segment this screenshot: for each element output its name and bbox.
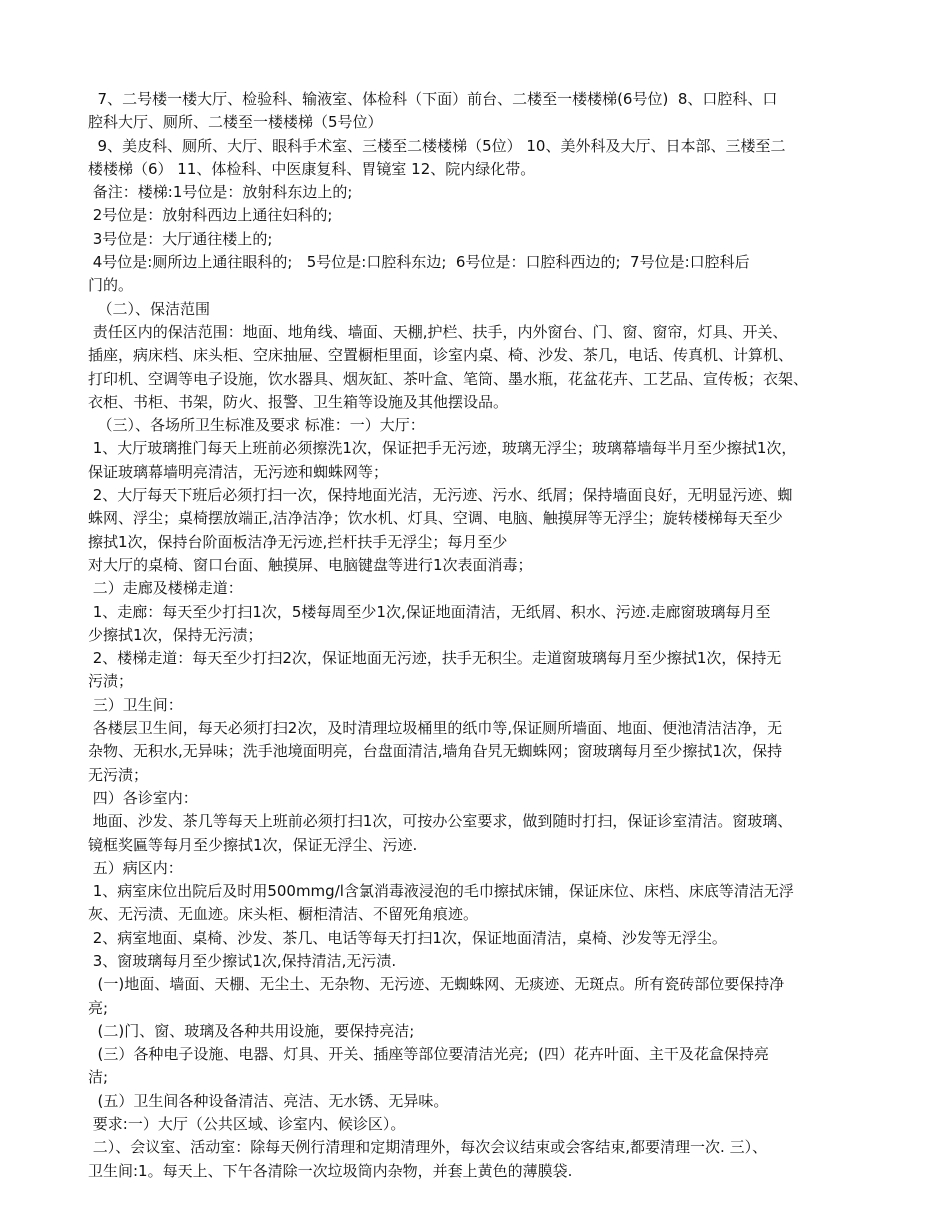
- text-line: 灰、无污渍、无血迹。床头柜、橱柜清洁、不留死角痕迹。: [88, 905, 479, 924]
- text-line: 亮;: [88, 998, 109, 1017]
- text-line: 1、走廊：每天至少打扫1次，5楼每周至少1次,保证地面清洁，无纸屑、积水、污迹.走廊窗玻璃每月至: [88, 602, 771, 621]
- document-body: [88, 88, 868, 1183]
- text-line: 衣柜、书柜、书架，防火、报警、卫生箱等设施及其他摆设品。: [88, 392, 509, 411]
- text-line: 3号位是：大厅通往楼上的;: [88, 229, 273, 248]
- text-line: 2、楼梯走道：每天至少打扫2次，保证地面无污迹，扶手无积尘。走道窗玻璃每月至少擦拭1次，保持无: [88, 649, 782, 668]
- text-line: 无污渍；: [88, 765, 149, 784]
- text-line: 9、美皮科、厕所、大厅、眼科手术室、三楼至二楼楼梯（5位） 10、美外科及大厅、日本部、三楼至二: [88, 136, 786, 155]
- text-line: 备注：楼梯:1号位是：放射科东边上的;: [88, 183, 353, 202]
- text-line: 插座，病床档、床头柜、空床抽屉、空置橱柜里面，诊室内桌、椅、沙发、茶几，电话、传真机、计算机、: [88, 346, 794, 365]
- text-line: 污渍；: [88, 672, 134, 691]
- text-line: 打印机、空调等电子设施，饮水器具、烟灰缸、茶叶盒、笔筒、墨水瓶，花盆花卉、工艺品、宣传板；衣架、: [88, 369, 809, 388]
- text-line: 卫生间:1。每天上、下午各清除一次垃圾筒内杂物，并套上黄色的薄膜袋.: [88, 1161, 573, 1180]
- text-line: 二）、会议室、活动室：除每天例行清理和定期清理外，每次会议结束或会客结束,都要清理一次. 三）、: [88, 1138, 768, 1157]
- subsection-heading: 五）病区内：: [88, 858, 183, 877]
- text-line: 2、病室地面、桌椅、沙发、茶几、电话等每天打扫1次，保证地面清洁，桌椅、沙发等无浮尘。: [88, 928, 727, 947]
- text-line: (三）各种电子设施、电器、灯具、开关、插座等部位要清洁光亮; (四）花卉叶面、主干及花盒保持亮: [88, 1045, 769, 1064]
- text-line: (一)地面、墙面、天棚、无尘土、无杂物、无污迹、无蜘蛛网、无痰迹、无斑点。所有瓷砖部位要保持净: [88, 975, 785, 994]
- text-line: 保证玻璃幕墙明亮清洁，无污迹和蜘蛛网等；: [88, 462, 389, 481]
- section-heading: （二）、保洁范围: [88, 299, 211, 318]
- text-line: 楼楼梯（6） 11、体检科、中医康复科、胃镜室 12、院内绿化带。: [88, 159, 536, 178]
- text-line: 擦拭1次，保持台阶面板洁净无污迹,拦杆扶手无浮尘；每月至少: [88, 532, 508, 551]
- text-line: 门的。: [88, 276, 134, 295]
- subsection-heading: 三）卫生间：: [88, 695, 183, 714]
- text-line: 杂物、无积水,无异味；洗手池境面明亮，台盘面清洁,墙角旮旯无蜘蛛网；窗玻璃每月至少擦拭1次，保持: [88, 742, 783, 761]
- text-line: 责任区内的保洁范围：地面、地角线、墙面、天棚,护栏、扶手，内外窗台、门、窗、窗帘，灯具、开关、: [88, 322, 788, 341]
- text-line: 2号位是：放射科西边上通往妇科的;: [88, 206, 333, 225]
- text-line: 7、二号楼一楼大厅、检验科、输液室、体检科（下面）前台、二楼至一楼楼梯(6号位) 8、口腔科、口: [88, 90, 778, 108]
- section-heading: （三）、各场所卫生标准及要求 标准：一）大厅：: [88, 416, 425, 435]
- text-line: 地面、沙发、茶几等每天上班前必须打扫1次，可按办公室要求，做到随时打扫，保证诊室清洁。窗玻璃、: [88, 812, 793, 831]
- subsection-heading: 四）各诊室内：: [88, 788, 198, 807]
- text-line: 1、病室床位出院后及时用500mmg/l含氯消毒液浸泡的毛巾擦拭床铺，保证床位、床档、床底等清洁无浮: [88, 882, 794, 901]
- text-line: 各楼层卫生间，每天必须打扫2次，及时清理垃圾桶里的纸巾等,保证厕所墙面、地面、便池清洁洁净，无: [88, 719, 783, 738]
- text-line: 3、窗玻璃每月至少擦试1次,保持清洁,无污渍.: [88, 951, 397, 970]
- text-line: (五）卫生间各种设备清洁、亮洁、无水锈、无异味。: [88, 1091, 449, 1110]
- text-line: 对大厅的桌椅、窗口台面、触摸屏、电脑键盘等进行1次表面消毒；: [88, 555, 533, 574]
- text-line: 少擦拭1次，保持无污渍；: [88, 625, 263, 644]
- text-line: 腔科大厅、厕所、二楼至一楼楼梯（5号位）: [88, 113, 383, 132]
- text-line: 1、大厅玻璃推门每天上班前必须擦洗1次，保证把手无污迹，玻璃无浮尘；玻璃幕墙每半月至少擦拭1次，: [88, 439, 797, 458]
- text-line: 要求:一）大厅（公共区域、诊室内、候诊区）。: [88, 1115, 406, 1134]
- text-line: 2、大厅每天下班后必须打扫一次，保持地面光洁，无污迹、污水、纸屑；保持墙面良好，无明显污迹、蜘: [88, 486, 793, 505]
- subsection-heading: 二）走廊及楼梯走道：: [88, 579, 243, 598]
- text-line: 蛛网、浮尘；桌椅摆放端正,洁净洁净；饮水机、灯具、空调、电脑、触摸屏等无浮尘；旋转楼梯每天至少: [88, 509, 783, 528]
- text-line: 镜框奖匾等每月至少擦拭1次，保证无浮尘、污迹.: [88, 835, 418, 854]
- text-line: (二)门、窗、玻璃及各种共用设施，要保持亮洁;: [88, 1021, 415, 1040]
- text-line: 洁;: [88, 1068, 109, 1087]
- text-line: 4号位是:厕所边上通往眼科的; 5号位是:口腔科东边; 6号位是：口腔科西边的; 7号位是:口腔科后: [88, 253, 750, 272]
